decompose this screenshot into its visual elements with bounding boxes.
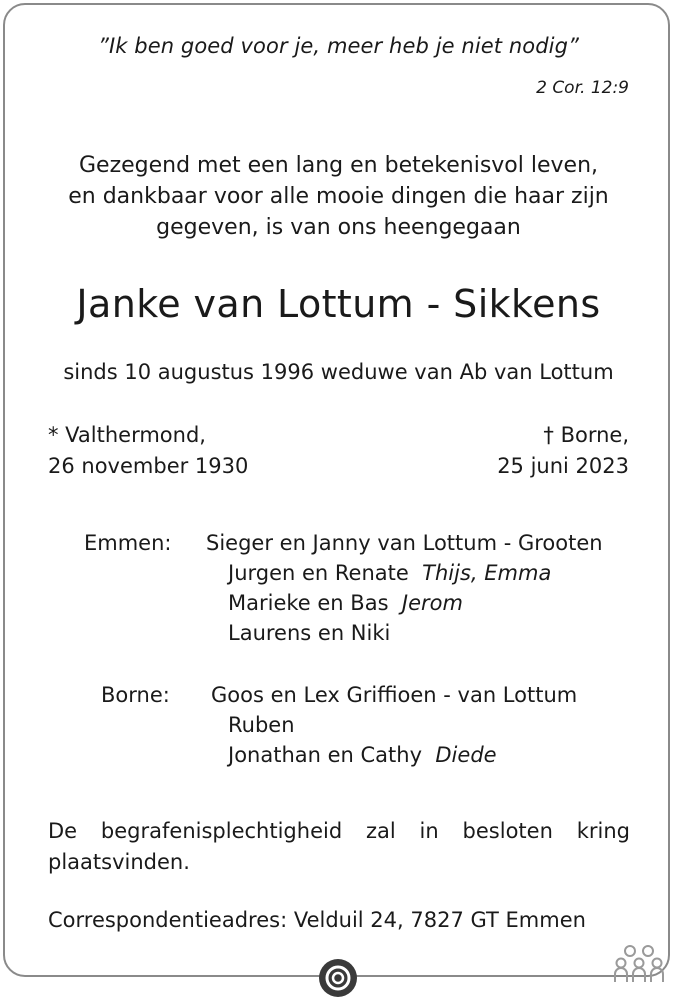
birth-place: * Valthermond,	[48, 423, 206, 447]
bible-verse: ”Ik ben goed voor je, meer heb je niet nodig”	[97, 34, 580, 58]
child-names: Jonathan en Cathy	[228, 743, 423, 767]
verse-reference: 2 Cor. 12:9	[536, 78, 629, 98]
birth-date: 26 november 1930	[48, 454, 249, 478]
deceased-name: Janke van Lottum - Sikkens	[76, 282, 601, 326]
family-main: Sieger en Janny van Lottum - Grooten	[206, 531, 603, 555]
grandchildren: Diede	[435, 743, 497, 767]
birth-info	[48, 420, 248, 482]
family-child	[228, 588, 463, 618]
death-info	[497, 420, 629, 482]
intro-text	[0, 150, 677, 243]
family-child	[228, 710, 295, 740]
funeral-notice: De begrafenisplechtigheid zal in besloten kring plaatsvinden.	[48, 819, 630, 874]
intro-line: gegeven, is van ons heengegaan	[156, 215, 521, 240]
child-names: Marieke en Bas	[228, 591, 389, 615]
family-child	[228, 558, 551, 588]
widow-line: sinds 10 augustus 1996 weduwe van Ab van Lottum	[63, 360, 614, 384]
death-place: † Borne,	[543, 423, 629, 447]
intro-line: en dankbaar voor alle mooie dingen die haar zijn	[68, 184, 609, 209]
child-names: Ruben	[228, 713, 295, 737]
intro-line: Gezegend met een lang en betekenisvol leven,	[78, 153, 599, 178]
family-city: Emmen:	[84, 531, 172, 555]
family-child	[228, 740, 497, 770]
family-main: Goos en Lex Griffioen - van Lottum	[211, 683, 578, 707]
child-names: Jurgen en Renate	[228, 561, 409, 585]
death-date: 25 juni 2023	[497, 454, 629, 478]
memorial-logo-icon[interactable]	[318, 958, 358, 998]
grandchildren: Jerom	[401, 591, 463, 615]
family-city: Borne:	[101, 683, 170, 707]
people-group-icon	[614, 944, 666, 984]
family-child	[228, 618, 390, 648]
grandchildren: Thijs, Emma	[422, 561, 552, 585]
child-names: Laurens en Niki	[228, 621, 391, 645]
correspondence-address: Correspondentieadres: Velduil 24, 7827 GT Emmen	[48, 908, 586, 932]
